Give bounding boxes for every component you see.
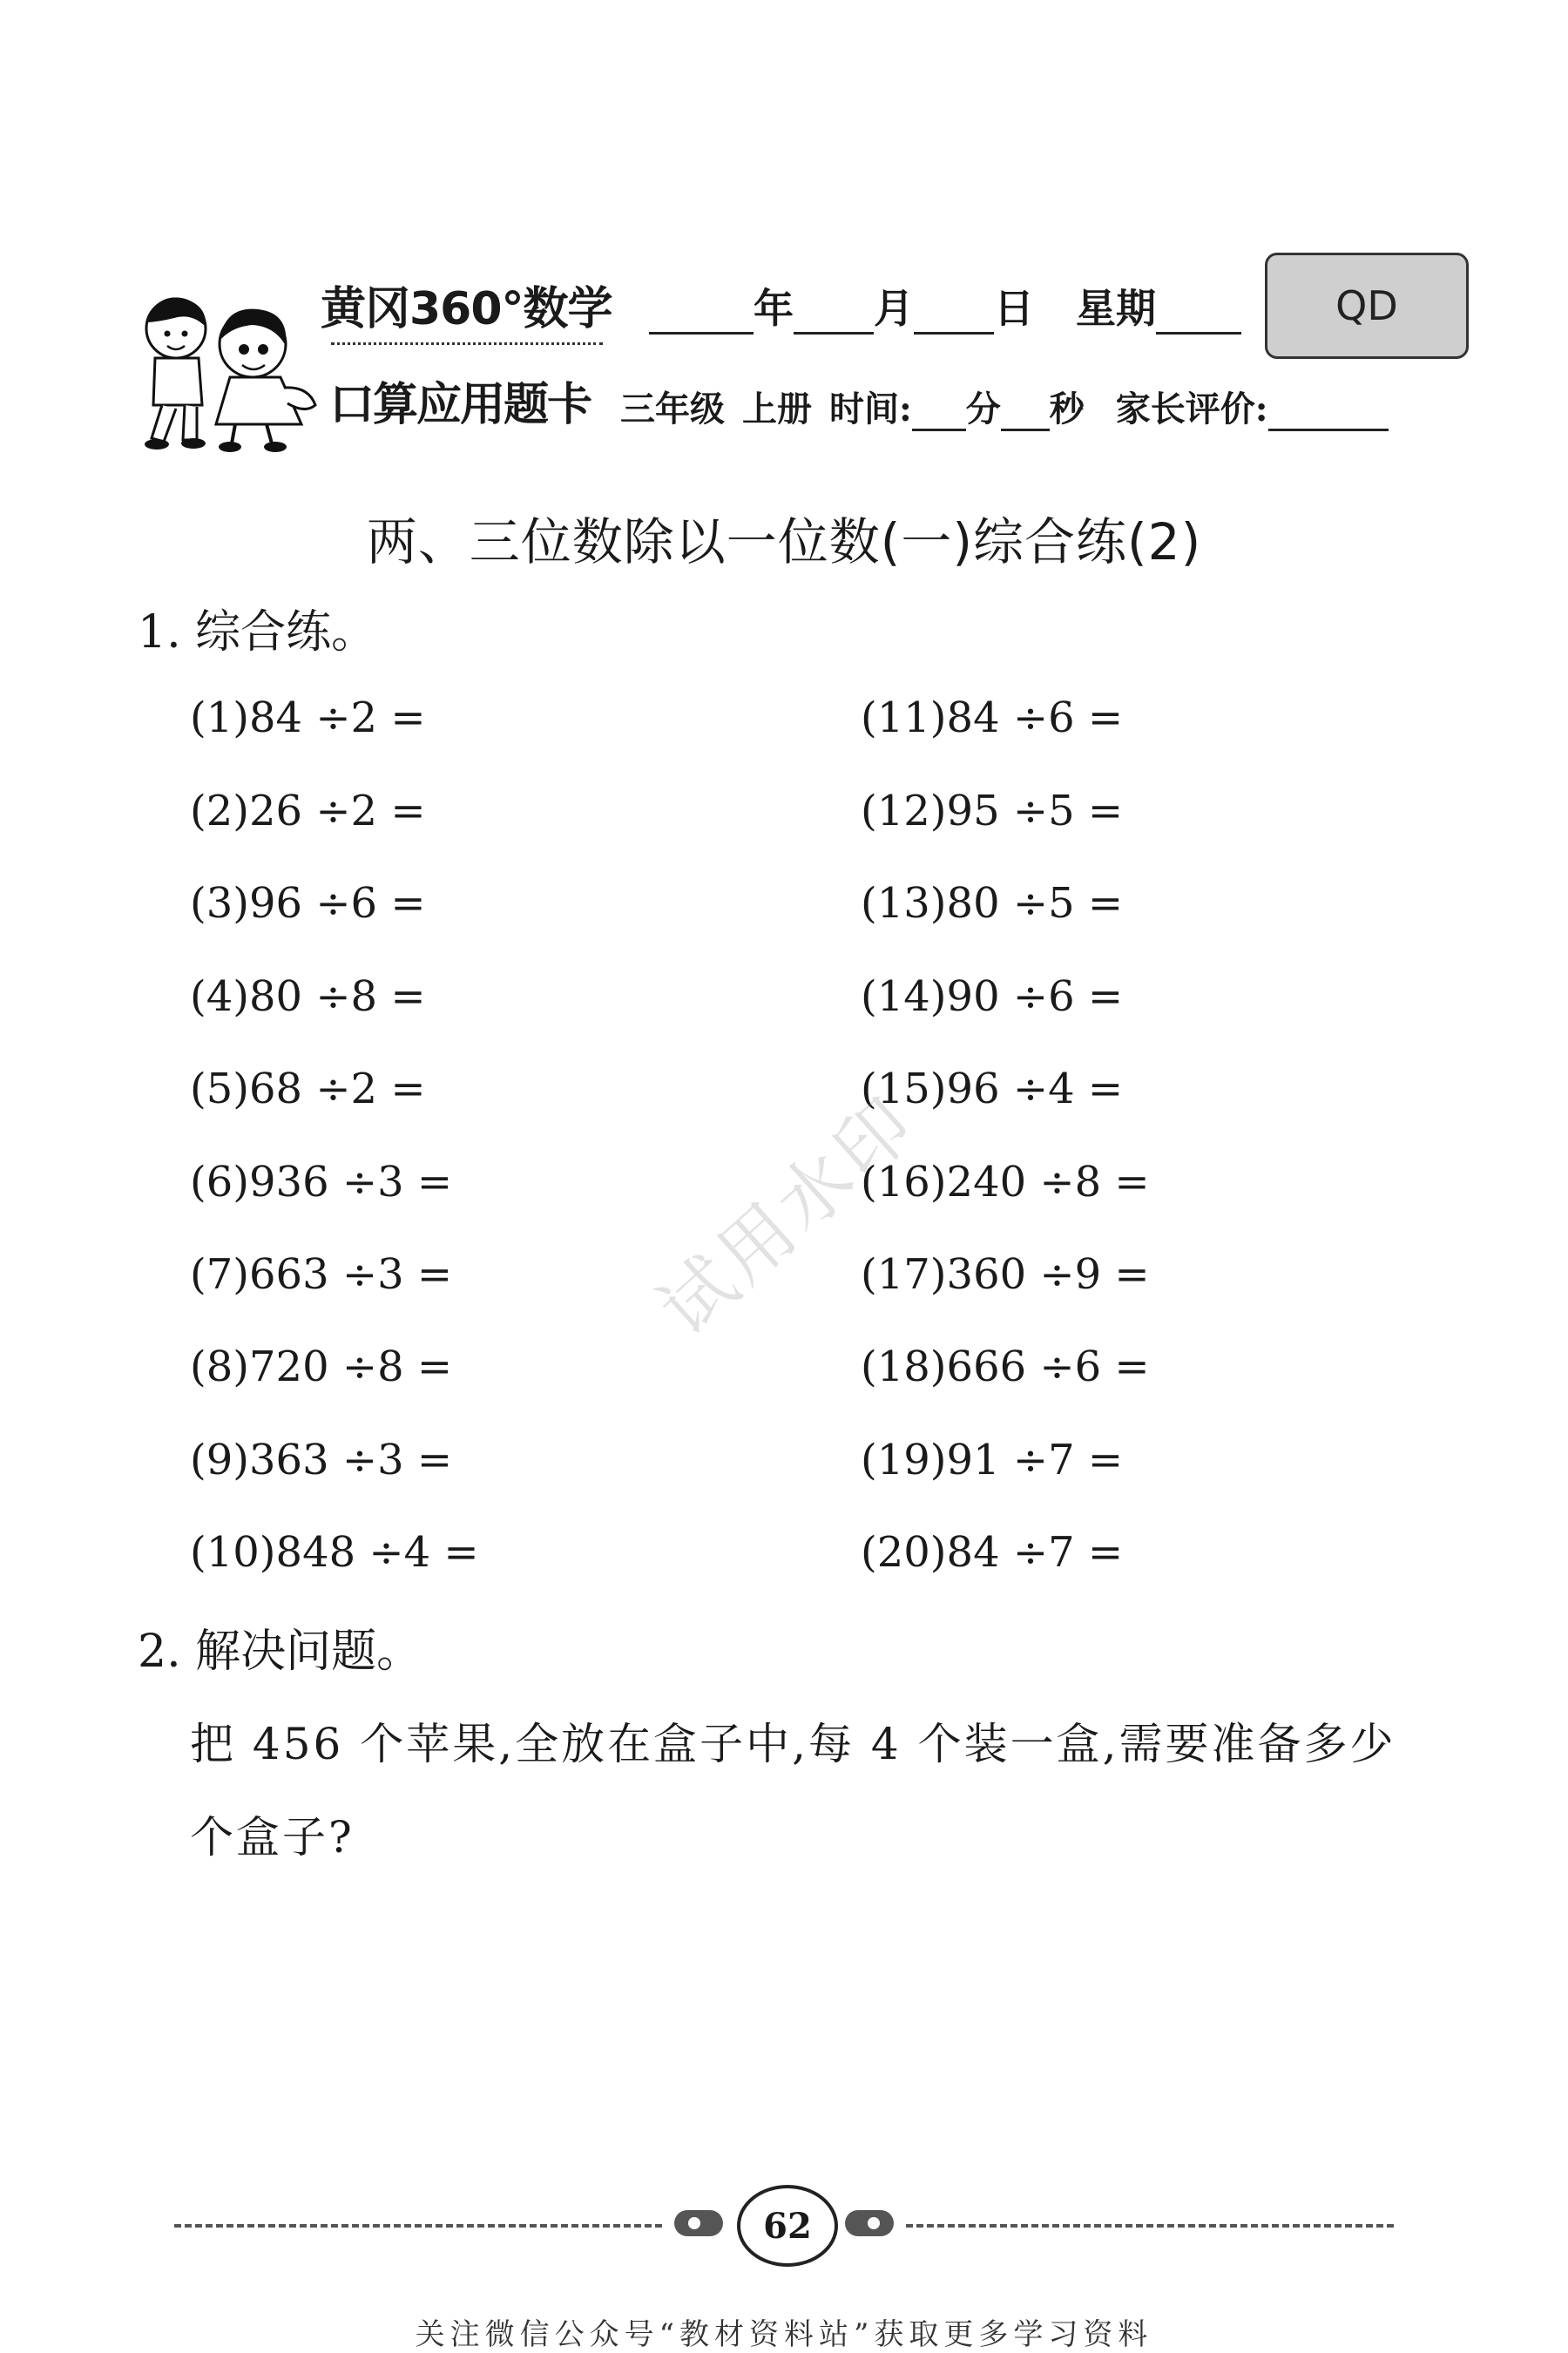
section-1-heading: 1. 综合练。	[138, 606, 377, 659]
word-problem-line-1: 把 456 个苹果,全放在盒子中,每 4 个装一盒,需要准备多少	[190, 1719, 1396, 1769]
day-blank[interactable]	[914, 290, 994, 335]
minutes-label: 分	[965, 389, 1001, 429]
problem-15: (15)96 ÷4 =	[861, 1065, 1124, 1113]
footer-rule-left	[174, 2224, 662, 2228]
problem-14: (14)90 ÷6 =	[861, 972, 1124, 1021]
month-blank[interactable]	[794, 290, 874, 335]
problem-13: (13)80 ÷5 =	[861, 879, 1124, 928]
problem-10: (10)848 ÷4 =	[190, 1528, 479, 1577]
page-number: 62	[737, 2185, 838, 2267]
problem-18: (18)666 ÷6 =	[861, 1342, 1150, 1391]
problem-16: (16)240 ÷8 =	[861, 1158, 1150, 1207]
parent-eval-label: 家长评价:	[1115, 389, 1268, 429]
worksheet-title: 两、三位数除以一位数(一)综合练(2)	[366, 512, 1202, 571]
seconds-blank[interactable]	[1001, 394, 1050, 431]
problem-12: (12)95 ÷5 =	[861, 787, 1124, 835]
footer-cap-right-dot	[868, 2217, 880, 2229]
grade-label: 三年级	[620, 389, 725, 429]
problem-6: (6)936 ÷3 =	[190, 1158, 453, 1207]
minutes-blank[interactable]	[912, 394, 966, 431]
brand-subtitle: 口算应用题卡	[329, 379, 591, 431]
seconds-label: 秒	[1049, 389, 1085, 429]
problem-5: (5)68 ÷2 =	[190, 1065, 426, 1113]
brand-divider	[331, 342, 603, 345]
day-label: 日	[994, 285, 1034, 332]
watermark: 试用水印	[642, 1078, 933, 1353]
section-2-heading: 2. 解决问题。	[138, 1626, 422, 1678]
problem-1: (1)84 ÷2 =	[190, 693, 426, 742]
year-blank[interactable]	[649, 290, 754, 335]
problem-20: (20)84 ÷7 =	[861, 1528, 1124, 1577]
word-problem-line-2: 个盒子?	[190, 1812, 355, 1863]
problem-8: (8)720 ÷8 =	[190, 1342, 453, 1391]
footer-rule-right	[906, 2224, 1394, 2228]
edition-badge: QD	[1265, 253, 1469, 359]
problem-4: (4)80 ÷8 =	[190, 972, 426, 1021]
weekday-blank[interactable]	[1156, 290, 1241, 335]
problem-11: (11)84 ÷6 =	[861, 693, 1124, 742]
year-label: 年	[754, 285, 794, 332]
weekday-label: 星期	[1076, 285, 1156, 332]
date-row	[649, 277, 1241, 335]
problem-9: (9)363 ÷3 =	[190, 1436, 453, 1484]
mascot-illustration	[122, 283, 335, 457]
volume-label: 上册	[742, 389, 812, 429]
parent-eval-blank[interactable]	[1268, 394, 1389, 431]
grade-row	[620, 382, 1389, 431]
problem-2: (2)26 ÷2 =	[190, 787, 426, 835]
problem-19: (19)91 ÷7 =	[861, 1436, 1124, 1484]
footer-cap-left-dot	[688, 2217, 700, 2229]
problem-3: (3)96 ÷6 =	[190, 879, 426, 928]
brand-title: 黄冈360°数学	[321, 283, 612, 335]
footer-note: 关注微信公众号“教材资料站”获取更多学习资料	[415, 2317, 1153, 2352]
month-label: 月	[874, 285, 914, 332]
problem-7: (7)663 ÷3 =	[190, 1250, 453, 1299]
problem-17: (17)360 ÷9 =	[861, 1250, 1150, 1299]
time-label: 时间:	[829, 389, 912, 429]
